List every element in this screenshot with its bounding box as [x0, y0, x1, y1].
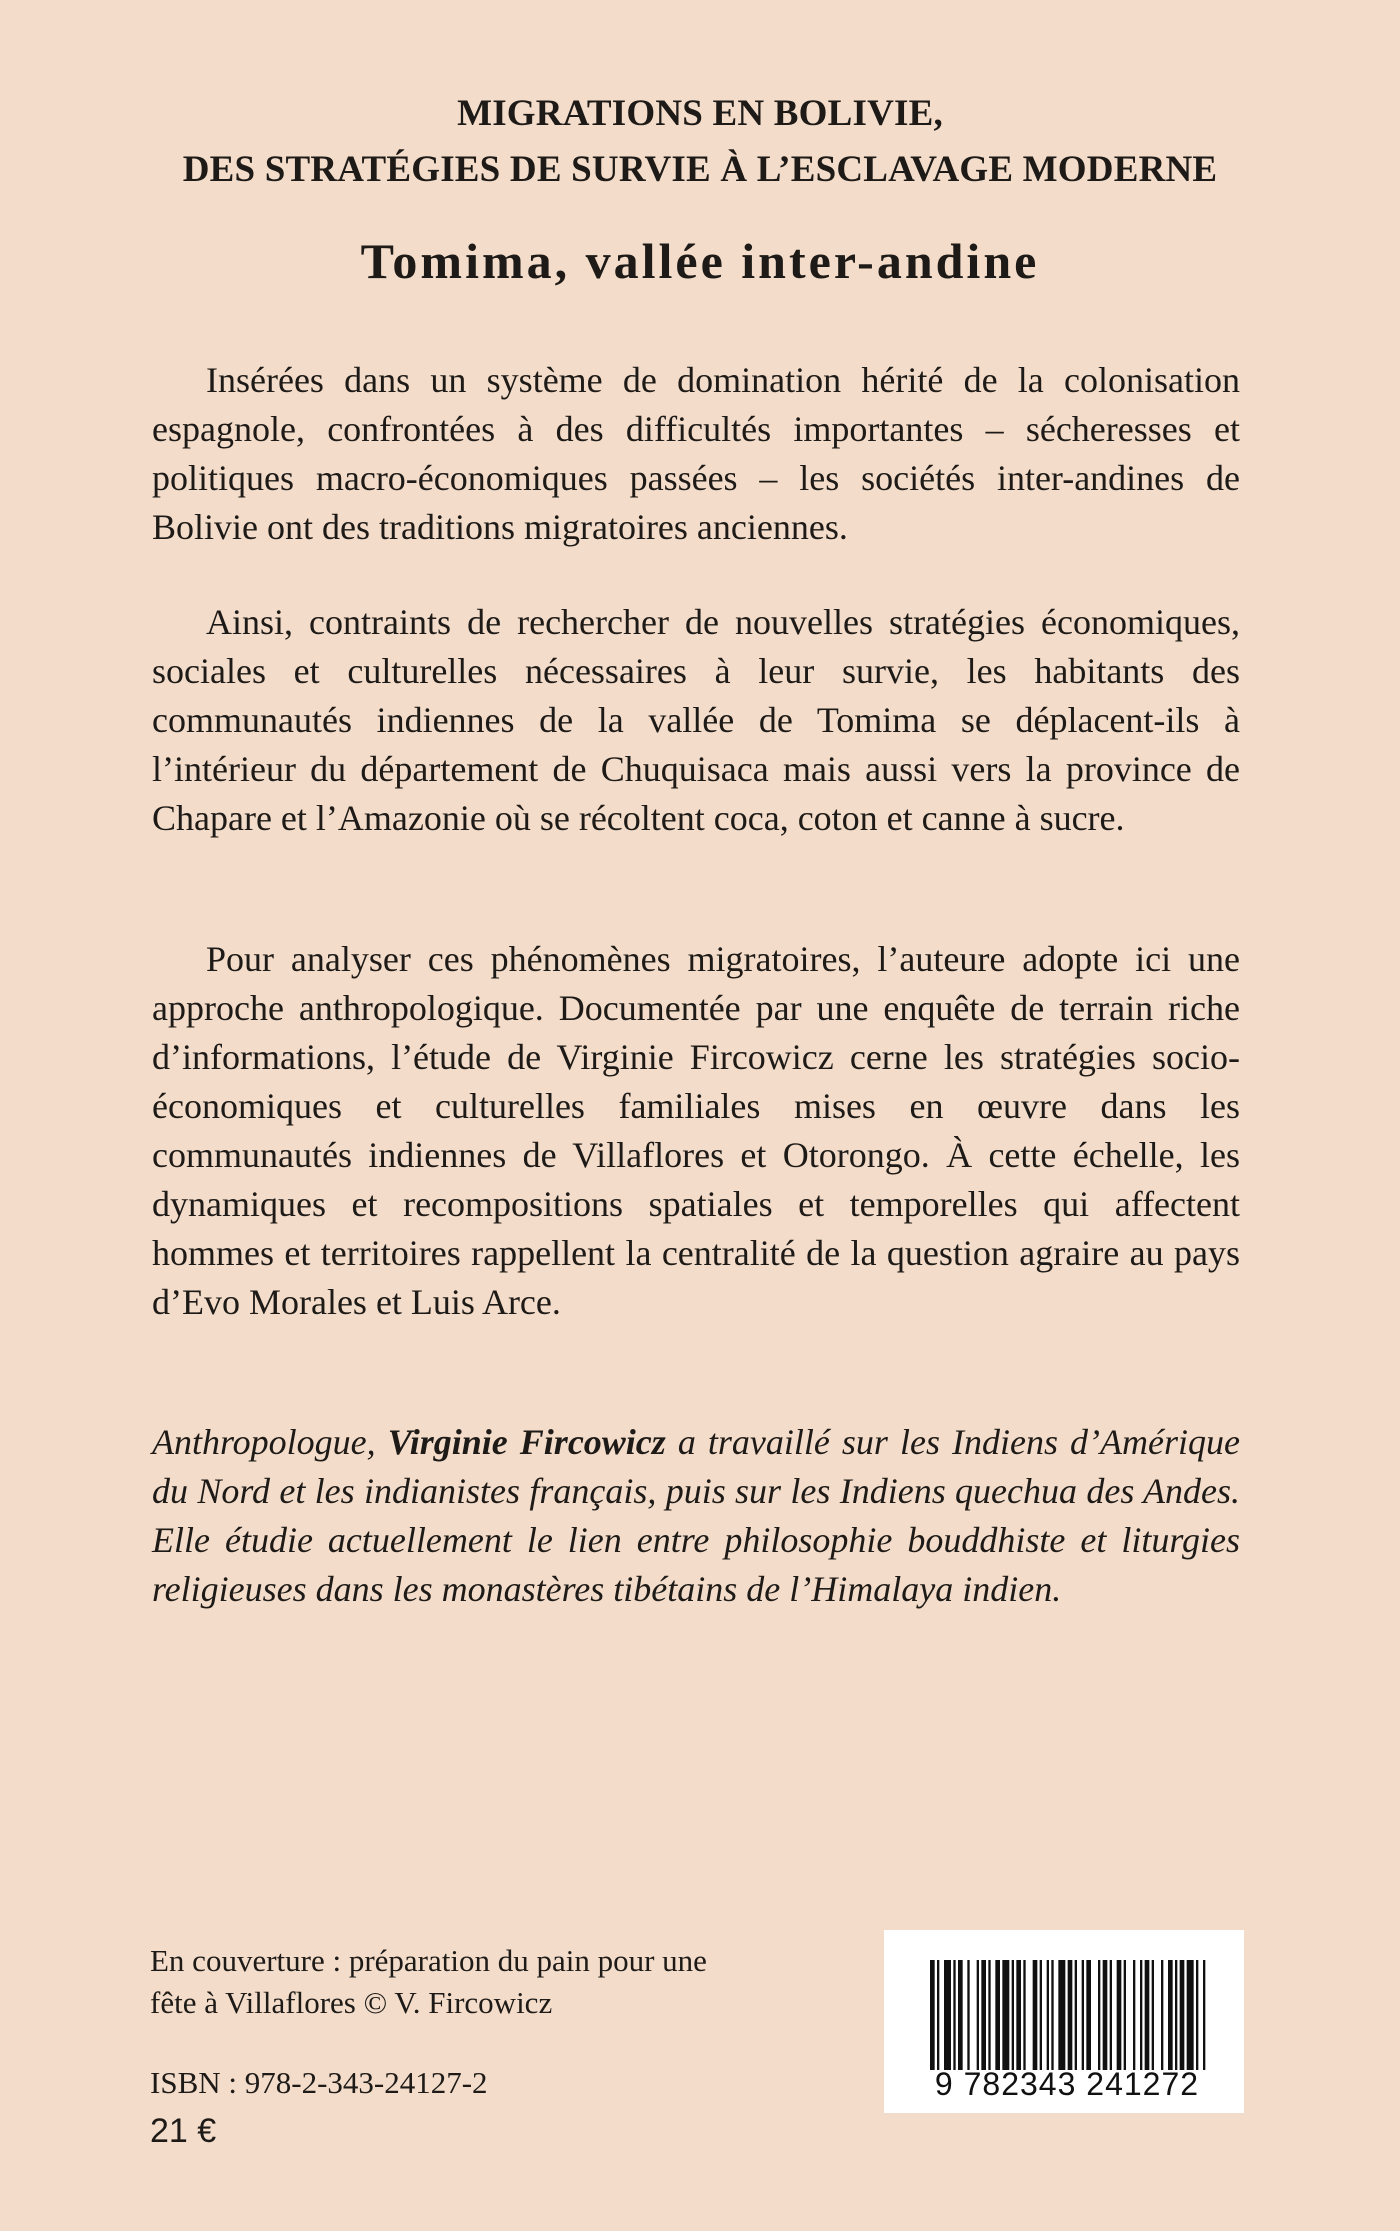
barcode-bar — [1075, 1960, 1077, 2070]
barcode-bar — [995, 1960, 1000, 2070]
barcode-bar — [1140, 1960, 1142, 2070]
barcode-bar — [1012, 1960, 1014, 2070]
cover-credit-line-2: fête à Villaflores © V. Fircowicz — [150, 1985, 553, 2020]
barcode-bar — [944, 1960, 951, 2070]
barcode-bar — [1058, 1960, 1065, 2070]
barcode-bar — [981, 1960, 986, 2070]
paragraph-2: Ainsi, contraints de rechercher de nouvelles stratégies économiques, sociales et culturelles nécessaires à leur survie, les habitants des communautés indiennes de la vallée de Tomima se déplacent-ils à l’intérieur du département de Chuquisaca mais aussi vers la province de Chapare et l’Amazonie où se récoltent coca, coton et canne à sucre. — [152, 602, 1240, 838]
barcode-bar — [1098, 1960, 1100, 2070]
bio-text: a travaillé sur les Indiens d’Amérique du Nord et les indianistes français, puis sur les Indiens quechua des Andes. Elle étudie actuellement le lien entre philosophie bouddhiste et liturgies religieuses dans les monastères tibétains de l’Himalaya indien. — [152, 1422, 1240, 1609]
cover-credit — [150, 1940, 770, 2024]
barcode-bar — [1161, 1960, 1163, 2070]
book-subtitle: Tomima, vallée inter-andine — [360, 233, 1040, 289]
barcode-bar — [1016, 1960, 1021, 2070]
barcode-bar — [937, 1960, 939, 2070]
barcode-bar — [958, 1960, 963, 2070]
isbn: ISBN : 978-2-343-24127-2 — [150, 2065, 488, 2100]
book-title — [0, 86, 1400, 198]
barcode-bar — [1145, 1960, 1150, 2070]
price: 21 € — [150, 2112, 217, 2150]
book-title-line-1: MIGRATIONS EN BOLIVIE, — [457, 93, 943, 134]
barcode-bar — [1175, 1960, 1177, 2070]
barcode-bar — [988, 1960, 990, 2070]
barcode-bar — [1203, 1960, 1205, 2070]
barcode — [884, 1930, 1244, 2113]
barcode-bar — [1023, 1960, 1025, 2070]
barcode-bar — [1047, 1960, 1049, 2070]
barcode-bar — [930, 1960, 935, 2070]
barcode-bar — [1110, 1960, 1112, 2070]
barcode-bar — [1133, 1960, 1135, 2070]
barcode-bar — [1117, 1960, 1122, 2070]
barcode-bar — [1187, 1960, 1194, 2070]
barcode-bar — [953, 1960, 955, 2070]
barcode-bar — [1168, 1960, 1173, 2070]
cover-credit-line-1: En couverture : préparation du pain pour une — [150, 1943, 707, 1978]
barcode-bar — [1051, 1960, 1053, 2070]
barcode-bar — [967, 1960, 969, 2070]
barcode-bar — [1124, 1960, 1126, 2070]
barcode-bar — [1068, 1960, 1073, 2070]
barcode-bar — [1103, 1960, 1108, 2070]
paragraph-1: Insérées dans un système de domination hérité de la colonisation espagnole, confrontées à des difficultés importantes – sécheresses et politiques macro-économiques passées – les sociétés inter-andines de Bolivie ont des traditions migratoires anciennes. — [152, 360, 1240, 547]
barcode-bar — [1086, 1960, 1091, 2070]
barcode-bar — [1152, 1960, 1154, 2070]
bio-prefix: Anthropologue, — [152, 1422, 376, 1462]
book-title-line-2: DES STRATÉGIES DE SURVIE À L’ESCLAVAGE MODERNE — [182, 149, 1218, 190]
barcode-bar — [1040, 1960, 1042, 2070]
author-name: Virginie Fircowicz — [387, 1422, 666, 1462]
paragraph-3: Pour analyser ces phénomènes migratoires, l’auteure adopte ici une approche anthropologique. Documentée par une enquête de terrain riche d’informations, l’étude de Virginie Fircowicz cerne les stratégies socio-économiques et culturelles familiales mises en œuvre dans les communautés indiennes de Villaflores et Otorongo. À cette échelle, les dynamiques et recompositions spatiales et temporelles qui affectent hommes et territoires rappellent la centralité de la question agraire au pays d’Evo Morales et Luis Arce. — [152, 939, 1240, 1322]
barcode-bar — [977, 1960, 979, 2070]
barcode-bar — [1082, 1960, 1084, 2070]
author-bio — [152, 1418, 1240, 1614]
barcode-digits: 9 782343 241272 — [934, 2066, 1200, 2102]
barcode-bars — [930, 1960, 1210, 2070]
barcode-bar — [1033, 1960, 1038, 2070]
barcode-bar — [1180, 1960, 1185, 2070]
barcode-bar — [1196, 1960, 1198, 2070]
barcode-bar — [1002, 1960, 1009, 2070]
